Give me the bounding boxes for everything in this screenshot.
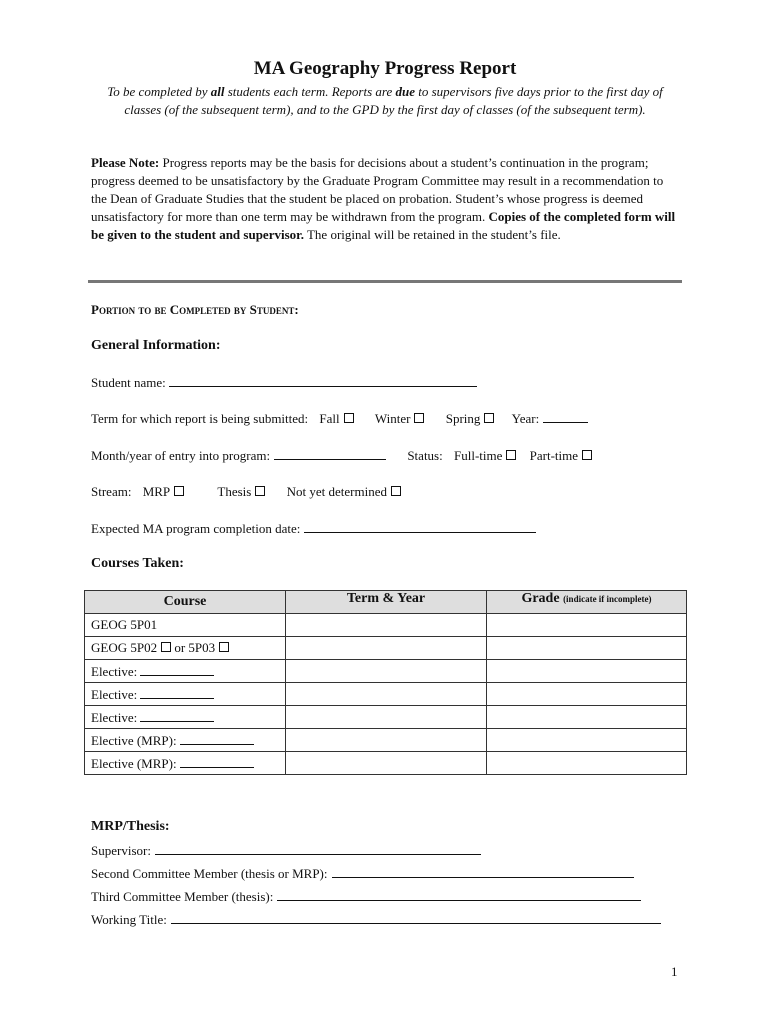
completion-label: Expected MA program completion date: <box>91 521 301 536</box>
table-row <box>85 637 687 660</box>
status-fulltime-label: Full-time <box>453 448 503 463</box>
working-title-label: Working Title: <box>91 912 167 927</box>
table-row <box>85 683 687 706</box>
term-spring-label: Spring <box>445 411 481 426</box>
supervisor-row <box>91 842 481 859</box>
term-fall-checkbox[interactable] <box>344 413 354 423</box>
supervisor-field[interactable] <box>155 842 481 855</box>
stream-undetermined-label: Not yet determined <box>286 484 387 499</box>
stream-mrp-label: MRP <box>142 484 171 499</box>
stream-mrp-checkbox[interactable] <box>174 486 184 496</box>
table-row <box>85 706 687 729</box>
entry-label: Month/year of entry into program: <box>91 448 271 463</box>
note-copies: Copies of the completed form will be given to the student and supervisor. <box>91 209 676 242</box>
table-row <box>85 752 687 775</box>
subtitle-text: students each term. Reports are <box>224 84 396 99</box>
elective-label: Elective: <box>91 686 138 702</box>
student-name-label: Student name: <box>91 375 169 390</box>
course-5p03-checkbox[interactable] <box>219 642 229 652</box>
table-row <box>85 729 687 752</box>
page-number: 1 <box>671 964 678 979</box>
term-year-cell[interactable] <box>286 660 487 683</box>
grade-cell[interactable] <box>487 614 687 637</box>
student-name-field[interactable] <box>169 374 477 387</box>
term-label: Term for which report is being submitted: <box>91 411 309 426</box>
table-row <box>85 614 687 637</box>
stream-row <box>91 484 401 500</box>
mrp-thesis-heading: MRP/Thesis: <box>91 819 170 834</box>
student-name-row <box>91 374 477 391</box>
column-header-grade <box>487 591 687 614</box>
stream-thesis-label: Thesis <box>217 484 252 499</box>
term-year-cell[interactable] <box>286 752 487 775</box>
note-tail: The original will be retained in the student’s file. <box>303 227 561 242</box>
status-parttime-label: Part-time <box>529 448 579 463</box>
status-label: Status: <box>407 448 443 463</box>
year-label: Year: <box>511 411 540 426</box>
instructions-subtitle <box>90 83 680 119</box>
second-member-field[interactable] <box>332 865 634 878</box>
year-field[interactable] <box>543 410 588 423</box>
term-winter-label: Winter <box>374 411 411 426</box>
subtitle-text: To be completed by <box>107 84 211 99</box>
elective-field[interactable] <box>140 686 214 699</box>
stream-thesis-checkbox[interactable] <box>255 486 265 496</box>
second-member-label: Second Committee Member (thesis or MRP): <box>91 866 328 881</box>
subtitle-emphasis-all: all <box>210 84 225 99</box>
elective-field[interactable] <box>140 663 214 676</box>
course-5p02-checkbox[interactable] <box>161 642 171 652</box>
grade-header-note: (indicate if incomplete) <box>563 594 652 604</box>
note-label: Please Note: <box>91 155 160 170</box>
grade-cell[interactable] <box>487 660 687 683</box>
elective-field[interactable] <box>140 709 214 722</box>
working-title-row <box>91 911 661 928</box>
subtitle-emphasis-due: due <box>395 84 416 99</box>
term-year-cell[interactable] <box>286 729 487 752</box>
course-cell <box>85 637 286 660</box>
second-member-row <box>91 865 634 882</box>
note-body: Progress reports may be the basis for decisions about a student’s continuation in the program; progress deemed to be unsatisfactory by the Graduate Program Committee may result in a recommendation to the Dean of Graduate Studies that the student be placed on probation. Student’s whose progress is deemed unsatisfactory for more than one term may be withdrawn from the program. <box>91 155 664 224</box>
term-year-cell[interactable] <box>286 614 487 637</box>
term-year-cell[interactable] <box>286 683 487 706</box>
grade-cell[interactable] <box>487 683 687 706</box>
course-cell <box>85 729 286 752</box>
please-note-paragraph <box>91 154 681 244</box>
courses-heading: Courses Taken: <box>91 556 184 571</box>
course-cell: GEOG 5P01 <box>85 614 286 637</box>
course-option-a: GEOG 5P02 <box>91 640 158 655</box>
course-cell <box>85 706 286 729</box>
table-row <box>85 660 687 683</box>
grade-cell[interactable] <box>487 706 687 729</box>
page-title: MA Geography Progress Report <box>253 58 517 79</box>
column-header-term-year: Term & Year <box>286 591 487 614</box>
column-header-course: Course <box>85 591 286 614</box>
working-title-field[interactable] <box>171 911 661 924</box>
elective-label: Elective: <box>91 709 138 725</box>
elective-mrp-field[interactable] <box>180 732 254 745</box>
third-member-label: Third Committee Member (thesis): <box>91 889 274 904</box>
term-winter-checkbox[interactable] <box>414 413 424 423</box>
section-divider <box>88 280 682 283</box>
stream-label: Stream: <box>91 484 132 499</box>
third-member-field[interactable] <box>277 888 641 901</box>
entry-status-row <box>91 447 592 464</box>
course-option-b: or 5P03 <box>174 640 216 655</box>
elective-label: Elective: <box>91 663 138 679</box>
status-fulltime-checkbox[interactable] <box>506 450 516 460</box>
status-parttime-checkbox[interactable] <box>582 450 592 460</box>
entry-date-field[interactable] <box>274 447 386 460</box>
term-year-cell[interactable] <box>286 706 487 729</box>
general-info-heading: General Information: <box>91 338 221 353</box>
completion-row <box>91 520 536 537</box>
student-portion-heading: Portion to be Completed by Student: <box>91 302 299 317</box>
elective-mrp-label: Elective (MRP): <box>91 755 177 771</box>
third-member-row <box>91 888 641 905</box>
term-fall-label: Fall <box>319 411 340 426</box>
completion-date-field[interactable] <box>304 520 536 533</box>
supervisor-label: Supervisor: <box>91 843 151 858</box>
elective-mrp-field[interactable] <box>180 755 254 768</box>
course-cell <box>85 752 286 775</box>
term-spring-checkbox[interactable] <box>484 413 494 423</box>
courses-table <box>84 590 687 775</box>
grade-cell[interactable] <box>487 752 687 775</box>
grade-cell[interactable] <box>487 729 687 752</box>
term-row <box>91 410 588 427</box>
grade-header-label: Grade <box>521 591 560 606</box>
courses-table-header <box>85 591 687 614</box>
stream-undetermined-checkbox[interactable] <box>391 486 401 496</box>
term-year-cell[interactable] <box>286 637 487 660</box>
course-cell <box>85 660 286 683</box>
subtitle-text: to supervisors five days prior to the first day of classes (of the subsequent term), and to the GPD by the first day of classes (of the subsequent term). <box>124 84 663 117</box>
grade-cell[interactable] <box>487 637 687 660</box>
course-cell <box>85 683 286 706</box>
elective-mrp-label: Elective (MRP): <box>91 732 177 748</box>
